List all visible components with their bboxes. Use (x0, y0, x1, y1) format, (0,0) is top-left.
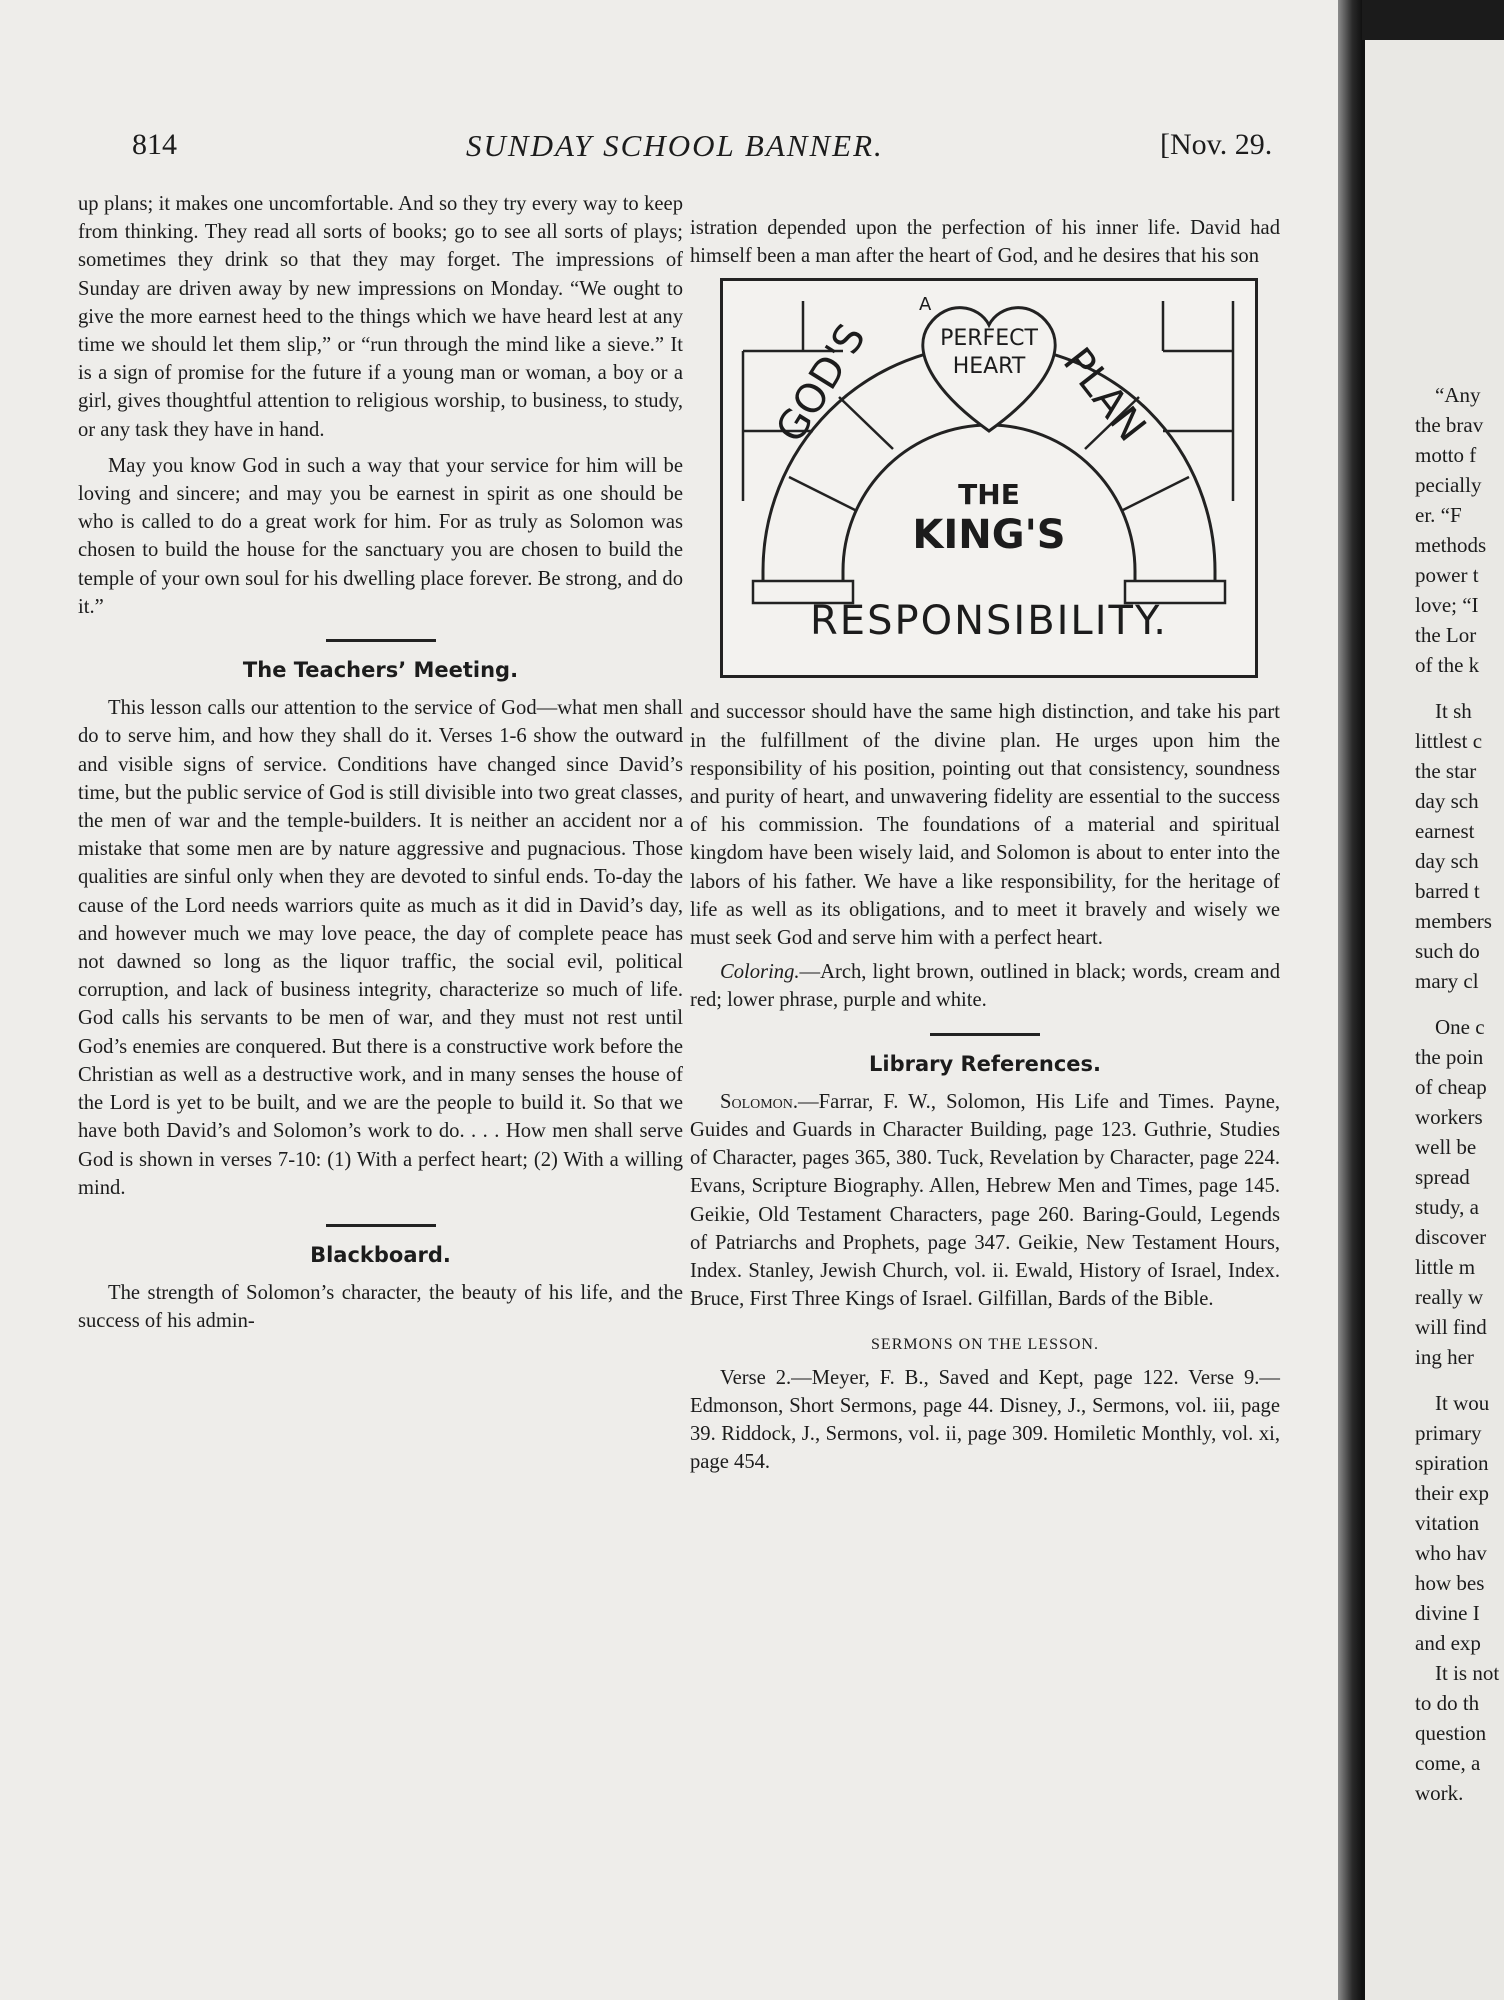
paragraph: and successor should have the same high distinction, and take his part in the fulfillment of the divine plan. He urges upon him the responsibility of his position, pointing out that consistency, soundness and purity of heart, and unwavering fidelity are essential to the success of his commission. The foundations of a material and spiritual kingdom have been wisely laid, and Solomon is about to enter into the labors of his father. We have a like responsibility, for the heritage of life as well as its obligations, and to meet it bravely and wisely we must seek God and serve him with a perfect heart. (690, 701, 1280, 950)
adjacent-page-line: day sch (1415, 789, 1479, 813)
adjacent-page-line: workers (1415, 1105, 1483, 1129)
adjacent-page-line: work. (1415, 1781, 1464, 1805)
center-text-the: THE (958, 478, 1020, 512)
adjacent-page-line: the poin (1415, 1045, 1484, 1069)
section-heading-library-references: Library References. (868, 1051, 1101, 1076)
paragraph-sermons: Verse 2.—Meyer, F. B., Saved and Kept, page 122. Verse 9.—Edmonson, Short Sermons, page 44. Disney, J., Sermons, vol. iii, page 39. Riddock, J., Sermons, vol. ii, page 309. Homiletic Monthly, vol. xi, page 454. (690, 1366, 1280, 1474)
adjacent-page-line: the brav (1415, 413, 1484, 437)
adjacent-page-line: earnest (1415, 819, 1475, 843)
adjacent-page-line: power t (1415, 563, 1479, 587)
adjacent-page-line: One c (1435, 1015, 1485, 1039)
section-heading-teachers-meeting: The Teachers’ Meeting. (242, 658, 519, 683)
adjacent-page-line: er. “F (1415, 503, 1462, 527)
adjacent-page-line: divine I (1415, 1601, 1480, 1625)
arch-text-plan: PLAN (1053, 339, 1155, 451)
heart-text-perfect: PERFECT (940, 326, 1038, 352)
bottom-text-responsibility: RESPONSIBILITY. (810, 598, 1168, 645)
blackboard-illustration (720, 278, 1258, 678)
adjacent-page-line: of cheap (1415, 1075, 1487, 1099)
adjacent-page-line: methods (1415, 533, 1487, 557)
adjacent-page-line: of the k (1415, 653, 1480, 677)
adjacent-page-line: members (1415, 909, 1492, 933)
section-rule (326, 639, 436, 642)
adjacent-page-line: how bes (1415, 1571, 1485, 1595)
adjacent-page-line: spiration (1415, 1451, 1489, 1475)
adjacent-page-line: ing her (1415, 1345, 1474, 1369)
page-date: [Nov. 29. (1160, 128, 1273, 161)
paragraph-coloring (690, 958, 1280, 1014)
adjacent-page-line: well be (1415, 1135, 1477, 1159)
center-text-kings: KING'S (912, 512, 1066, 559)
adjacent-page-line: primary (1415, 1421, 1482, 1445)
adjacent-page-line: barred t (1415, 879, 1480, 903)
page-number: 814 (132, 128, 177, 161)
adjacent-page-line: It wou (1435, 1391, 1490, 1415)
heart-top-text: A (919, 294, 932, 316)
adjacent-page-line: “Any (1435, 383, 1481, 407)
section-rule (326, 1224, 436, 1227)
library-lead: Solomon. (720, 1090, 799, 1113)
section-rule (930, 1033, 1040, 1036)
adjacent-page-line: the star (1415, 759, 1477, 783)
adjacent-page-line: such do (1415, 939, 1480, 963)
paragraph: up plans; it makes one uncomfortable. And so they try every way to keep from thinking. They read all sorts of books; go to see all sorts of plays; sometimes they drink so that they may forget. The impressions of Sunday are driven away by new impressions on Monday. “We ought to give the more earnest heed to the things which we have heard lest at any time we should let them slip,” or “run through the mind like a sieve.” It is a sign of promise for the future if a young man or woman, a boy or a girl, gives thoughtful attention to religious worship, to business, to study, or any task they have in hand. (78, 193, 683, 441)
adjacent-page-line: It sh (1435, 699, 1472, 723)
adjacent-page-line: to do th (1415, 1691, 1480, 1715)
paragraph: This lesson calls our attention to the service of God—what men shall do to serve him, and how they shall do it. Verses 1-6 show the outward and visible signs of service. Conditions have changed since David’s time, but the public service of God is still divisible into two great classes, the men of war and the temple-builders. It is neither an accident nor a mistake that some men are by nature aggressive and pugnacious. Those qualities are sinful only when they are devoted to sinful ends. To-day the cause of the Lord needs warriors quite as much as it did in David’s day, and however much we may love peace, the day of complete peace has not dawned so long as the liquor traffic, the social evil, political corruption, and lack of business integrity, characterize so much of life. God calls his servants to be men of war, and they must not rest until God’s enemies are conquered. But there is a constructive work before the Christian as well as a destructive work, and in many senses the house of the Lord is yet to be built, and we are the people to build it. So that we have both David’s and Solomon’s work to do. . . . How men shall serve God is shown in verses 7-10: (1) With a perfect heart; (2) With a willing mind. (78, 697, 683, 1199)
paragraph: The strength of Solomon’s character, the beauty of his life, and the success of his admin- (78, 1282, 683, 1333)
adjacent-page-line: pecially (1415, 473, 1482, 497)
adjacent-page-line: their exp (1415, 1481, 1490, 1505)
heart-text-heart: HEART (952, 354, 1026, 380)
adjacent-page-line: the Lor (1415, 623, 1477, 647)
adjacent-page-fragment (1362, 40, 1504, 2000)
paragraph: May you know God in such a way that your service for him will be loving and sincere; and may you be earnest in spirit as one should be who is called to do a great work for him. For as truly as Solomon was chosen to build the house for the sanctuary you are chosen to build the temple of your own soul for his dwelling place forever. Be strong, and do it.” (78, 454, 683, 618)
coloring-label: Coloring. (720, 961, 800, 984)
library-text: —Farrar, F. W., Solomon, His Life and Times. Payne, Guides and Guards in Character Building, page 123. Guthrie, Studies of Character, pages 365, 380. Tuck, Revelation by Character, page 224. Evans, Scripture Biography. Allen, Hebrew Men and Times, page 145. Geikie, Old Testament Characters, page 260. Baring-Gould, Legends of Patriarchs and Prophets, page 347. Geikie, New Testament Hours, Index. Stanley, Jewish Church, vol. ii. Ewald, History of Israel, Index. Bruce, First Three Kings of Israel. Gilfillan, Bards of the Bible. (690, 1090, 1280, 1311)
paragraph: istration depended upon the perfection of his inner life. David had himself been a man after the heart of God, and he desires that his son (690, 217, 1280, 268)
section-heading-sermons: SERMONS ON THE LESSON. (871, 1336, 1099, 1354)
adjacent-page-line: It is not (1435, 1661, 1500, 1685)
adjacent-page-line: will find (1415, 1315, 1487, 1339)
paragraph-library (690, 1088, 1280, 1314)
right-column (690, 214, 1280, 1476)
book-gutter (1338, 0, 1362, 2000)
adjacent-page-line: littlest c (1415, 729, 1483, 753)
adjacent-page-line: question (1415, 1721, 1487, 1745)
adjacent-page-line: spread (1415, 1165, 1470, 1189)
adjacent-page-line: and exp (1415, 1631, 1481, 1655)
left-column (78, 190, 683, 1336)
arch-text-gods: GOD'S (767, 316, 876, 452)
section-heading-blackboard: Blackboard. (310, 1242, 451, 1267)
running-title: SUNDAY SCHOOL BANNER. (466, 128, 884, 163)
adjacent-page-line: who hav (1415, 1541, 1487, 1565)
adjacent-page-line: mary cl (1415, 969, 1479, 993)
adjacent-page-line: study, a (1415, 1195, 1479, 1219)
adjacent-page-line: little m (1415, 1255, 1476, 1279)
adjacent-page-line: vitation (1415, 1511, 1480, 1535)
adjacent-page-line: discover (1415, 1225, 1487, 1249)
coloring-text: —Arch, light brown, outlined in black; words, cream and red; lower phrase, purple and white. (690, 961, 1280, 1012)
adjacent-page-line: love; “I (1415, 593, 1479, 617)
adjacent-page-line: motto f (1415, 443, 1477, 467)
adjacent-page-line: really w (1415, 1285, 1484, 1309)
adjacent-page-line: day sch (1415, 849, 1479, 873)
adjacent-page-line: come, a (1415, 1751, 1481, 1775)
